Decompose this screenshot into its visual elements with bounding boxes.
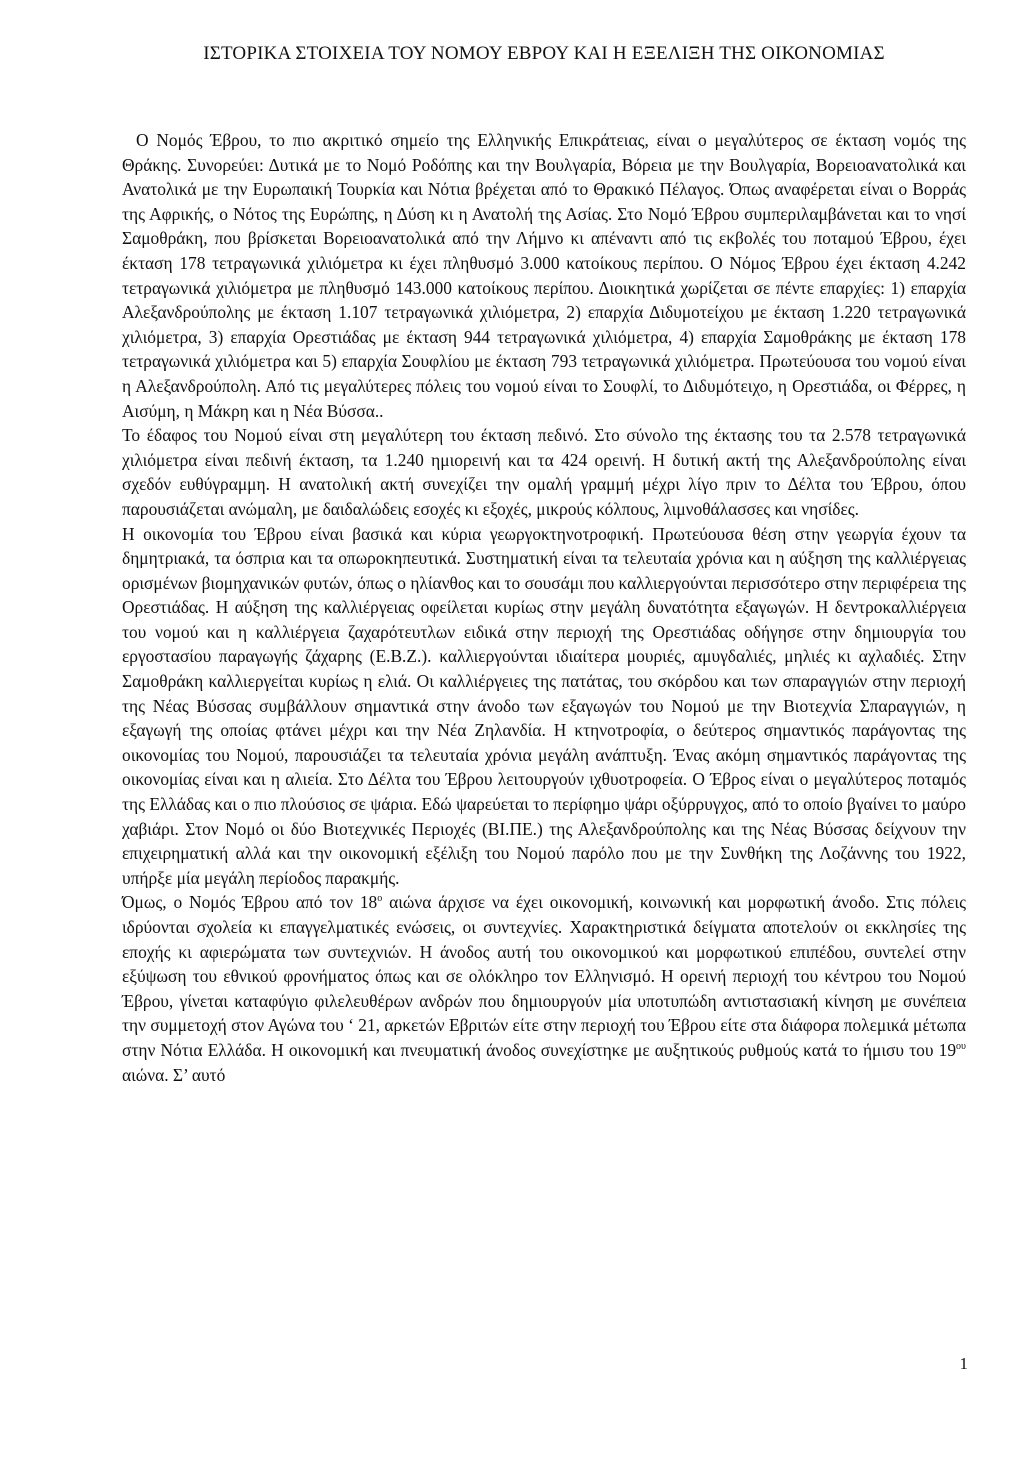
paragraph-4 [122,890,966,1087]
paragraph-4-text-b: αιώνα άρχισε να έχει οικονομική, κοινωνική και μορφωτική άνοδο. Στις πόλεις ιδρύονται σχολεία κι επαγγελματικές ενώσεις, οι συντεχνίες. Χαρακτηριστικά δείγματα αποτελούν οι εκκλησίες της εποχής κι αφιερώματα των συντεχνιών. Η άνοδος αυτή του οικονομικού και μορφωτικού επιπέδου, συντελεί στην εξύψωση του εθνικού φρονήματος όπως και σε ολόκληρο τον Ελληνισμό. Η ορεινή περιοχή του κέντρου του Νομού Έβρου, γίνεται καταφύγιο φιλελευθέρων ανδρών που δημιουργούν μία υποτυπώδη αντιστασιακή κίνηση με συνέπεια την συμμετοχή στον Αγώνα του ‘ 21, αρκετών Εβριτών είτε στην περιοχή του Έβρου είτε στα διάφορα πολεμικά μέτωπα στην Νότια Ελλάδα. Η οικονομική και πνευματική άνοδος συνεχίστηκε με αυξητικούς ρυθμούς κατά το ήμισυ του 19 [122,892,966,1060]
paragraph-4-text-c: αιώνα. Σ’ αυτό [122,1064,226,1085]
document-body [122,128,966,1087]
paragraph-2: Το έδαφος του Νομού είναι στη μεγαλύτερη του έκταση πεδινό. Στο σύνολο της έκτασης του τα 2.578 τετραγωνικά χιλιόμετρα είναι πεδινή έκταση, τα 1.240 ημιορεινή και τα 424 ορεινή. Η δυτική ακτή της Αλεξανδρούπολης είναι σχεδόν ευθύγραμμη. Η ανατολική ακτή συνεχίζει την ομαλή γραμμή μέχρι λίγο πριν το Δέλτα του Έβρου, όπου παρουσιάζεται ανώμαλη, με δαιδαλώδεις εσοχές κι εξοχές, μικρούς κόλπους, λιμνοθάλασσες και νησίδες. [122,425,966,519]
document-title: ΙΣΤΟΡΙΚΑ ΣΤΟΙΧΕΙΑ ΤΟΥ ΝΟΜΟΥ ΕΒΡΟΥ ΚΑΙ Η ΕΞΕΛΙΞΗ ΤΗΣ ΟΙΚΟΝΟΜΙΑΣ [203,43,885,64]
paragraph-4-text-a: Όμως, ο Νομός Έβρου από τον 18 [122,892,378,913]
document-page [122,40,966,1440]
paragraph-3: Η οικονομία του Έβρου είναι βασικά και κύρια γεωργοκτηνοτροφική. Πρωτεύουσα θέση στην γεωργία έχουν τα δημητριακά, τα όσπρια και τα οπωροκηπευτικά. Συστηματική είναι τα τελευταία χρόνια και η αύξηση της καλλιέργειας ορισμένων βιομηχανικών φυτών, όπως ο ηλίανθος και το σουσάμι που καλλιεργούνται περισσότερο στην περιφέρεια της Ορεστιάδας. Η αύξηση της καλλιέργειας οφείλεται κυρίως στην μεγάλη δυνατότητα εξαγωγών. Η δεντροκαλλιέργεια του νομού και η καλλιέργεια ζαχαρότευτλων ειδικά στην περιοχή της Ορεστιάδας οδήγησε στην δημιουργία του εργοστασίου παραγωγής ζάχαρης (Ε.Β.Ζ.). καλλιεργούνται ιδιαίτερα μουριές, αμυγδαλιές, μηλιές κι αχλαδιές. Στην Σαμοθράκη καλλιεργείται κυρίως η ελιά. Οι καλλιέργειες της πατάτας, του σκόρδου και των σπαραγγιών στην περιοχή της Νέας Βύσσας συμβάλλουν σημαντικά στην άνοδο των εξαγωγών του Νομού με την Βιοτεχνία Σπαραγγιών, η εξαγωγή της οποίας φτάνει μέχρι και την Νέα Ζηλανδία. Η κτηνοτροφία, ο δεύτερος σημαντικός παράγοντας της οικονομίας του Νομού, παρουσιάζει τα τελευταία χρόνια μεγάλη ανάπτυξη. Ένας ακόμη σημαντικός παράγοντας της οικονομίας είναι και η αλιεία. Στο Δέλτα του Έβρου λειτουργούν ιχθυοτροφεία. Ο Έβρος είναι ο μεγαλύτερος ποταμός της Ελλάδας και ο πιο πλούσιος σε ψάρια. Εδώ ψαρεύεται το περίφημο ψάρι οξύρρυγχος, από το οποίο βγαίνει το μαύρο χαβιάρι. Στον Νομό οι δύο Βιοτεχνικές Περιοχές (ΒΙ.ΠΕ.) της Αλεξανδρούπολης και της Νέας Βύσσας δείχνουν την επιχειρηματική αλλά και την οικονομική εξέλιξη του Νομού παρόλο που με την Συνθήκη της Λοζάννης του 1922, υπήρξε μία μεγάλη περίοδος παρακμής. [122,523,966,888]
superscript-ordinal-19: ου [956,1041,966,1053]
superscript-ordinal-18: ο [377,893,383,905]
page-number: 1 [959,1354,968,1373]
paragraph-1: Ο Νομός Έβρου, το πιο ακριτικό σημείο της Ελληνικής Επικράτειας, είναι ο μεγαλύτερος σε έκταση νομός της Θράκης. Συνορεύει: Δυτικά με το Νομό Ροδόπης και την Βουλγαρία, Βόρεια με την Βουλγαρία, Βορειοανατολικά και Ανατολικά με την Ευρωπαική Τουρκία και Νότια βρέχεται από το Θρακικό Πέλαγος. Όπως αναφέρεται είναι ο Βορράς της Αφρικής, ο Νότος της Ευρώπης, η Δύση κι η Ανατολή της Ασίας. Στο Νομό Έβρου συμπεριλαμβάνεται και το νησί Σαμοθράκη, που βρίσκεται Βορειοανατολικά από την Λήμνο κι απέναντι από τις εκβολές του ποταμού Έβρου, έχει έκταση 178 τετραγωνικά χιλιόμετρα κι έχει πληθυσμό 3.000 κατοίκους περίπου. Ο Νόμος Έβρου έχει έκταση 4.242 τετραγωνικά χιλιόμετρα με πληθυσμό 143.000 κατοίκους περίπου. Διοικητικά χωρίζεται σε πέντε επαρχίες: 1) επαρχία Αλεξανδρούπολης με έκταση 1.107 τετραγωνικά χιλιόμετρα, 2) επαρχία Διδυμοτείχου με έκταση 1.220 τετραγωνικά χιλιόμετρα, 3) επαρχία Ορεστιάδας με έκταση 944 τετραγωνικά χιλιόμετρα, 4) επαρχία Σαμοθράκης με έκταση 178 τετραγωνικά χιλιόμετρα και 5) επαρχία Σουφλίου με έκταση 793 τετραγωνικά χιλιόμετρα. Πρωτεύουσα του νομού είναι η Αλεξανδρούπολη. Από τις μεγαλύτερες πόλεις του νομού είναι το Σουφλί, το Διδυμότειχο, η Ορεστιάδα, οι Φέρρες, η Αισύμη, η Μάκρη και η Νέα Βύσσα.. [122,130,966,421]
